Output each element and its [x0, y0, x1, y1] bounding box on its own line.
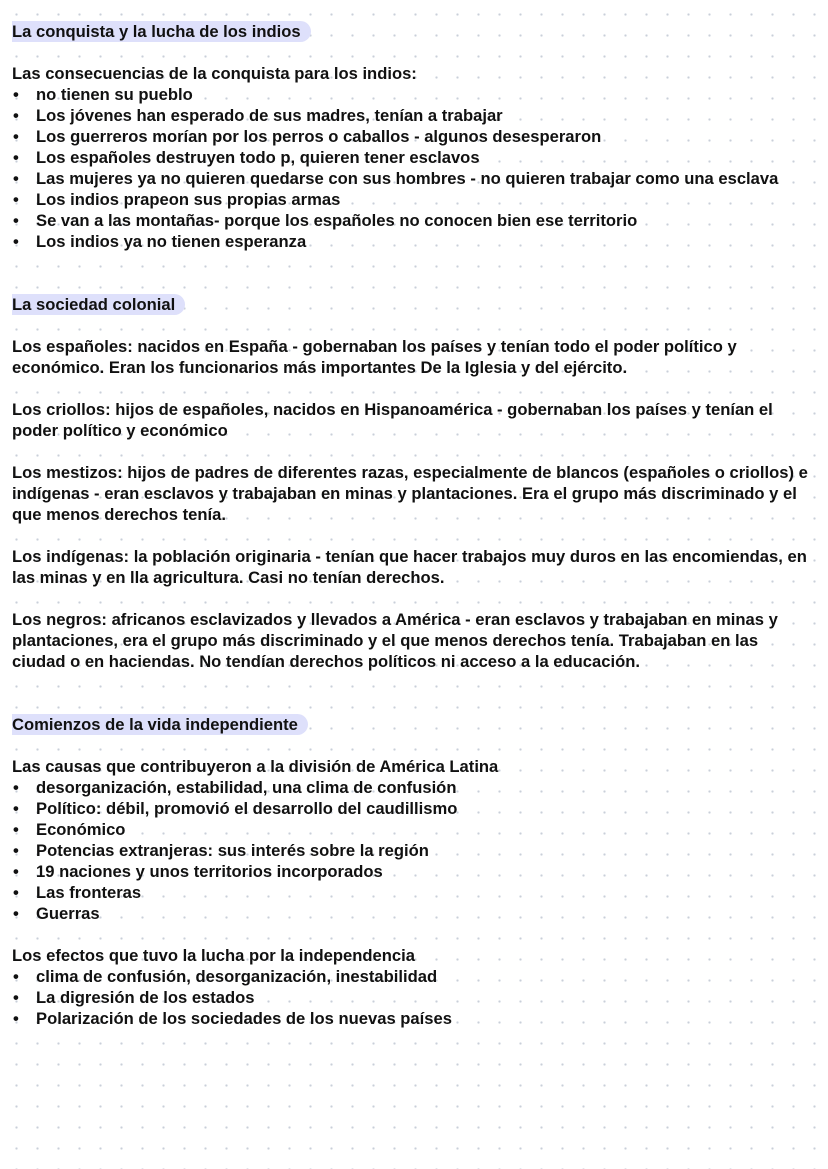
- paragraph-indigenas: Los indígenas: la población originaria - tenían que hacer trabajos muy duros en las encomiendas, en las minas y en lla agricultura. Casi no tenían derechos.: [12, 547, 807, 587]
- list-item: • clima de confusión, desorganización, inestabilidad: [12, 966, 812, 987]
- notes-page: [12, 21, 812, 1029]
- causes-list: [12, 777, 812, 924]
- list-item: • Los españoles destruyen todo p, quieren tener esclavos: [12, 147, 812, 168]
- section-heading-independiente: [12, 714, 812, 735]
- list-item: • 19 naciones y unos territorios incorporados: [12, 861, 812, 882]
- list-item: • desorganización, estabilidad, una clima de confusión: [12, 777, 812, 798]
- list-item: • Los indios prapeon sus propias armas: [12, 189, 812, 210]
- list-item: • no tienen su pueblo: [12, 84, 812, 105]
- section-heading-sociedad: [12, 294, 812, 315]
- effects-list: [12, 966, 812, 1029]
- causes-intro: Las causas que contribuyeron a la división de América Latina: [12, 757, 499, 776]
- section-intro: Las consecuencias de la conquista para los indios:: [12, 64, 417, 83]
- list-item: • Guerras: [12, 903, 812, 924]
- consequences-list: [12, 84, 812, 252]
- paragraph-mestizos: Los mestizos: hijos de padres de diferentes razas, especialmente de blancos (españoles o criollos) e indígenas - eran esclavos y trabajaban en minas y plantaciones. Era el grupo más discriminado y el que menos derechos tenía.: [12, 463, 808, 524]
- section-title: Comienzos de la vida independiente: [12, 714, 308, 735]
- section-heading-conquista: [12, 21, 812, 42]
- list-item: • Potencias extranjeras: sus interés sobre la región: [12, 840, 812, 861]
- list-item: • Los indios ya no tienen esperanza: [12, 231, 812, 252]
- list-item: • Polarización de los sociedades de los nuevas países: [12, 1008, 812, 1029]
- list-item: • Político: débil, promovió el desarrollo del caudillismo: [12, 798, 812, 819]
- paragraph-espanoles: Los españoles: nacidos en España - gobernaban los países y tenían todo el poder político y económico. Eran los funcionarios más importantes De la Iglesia y del ejército.: [12, 337, 737, 377]
- section-title: La sociedad colonial: [12, 294, 185, 315]
- list-item: • Los jóvenes han esperado de sus madres, tenían a trabajar: [12, 105, 812, 126]
- paragraph-negros: Los negros: africanos esclavizados y llevados a América - eran esclavos y trabajaban en minas y plantaciones, era el grupo más discriminado y el que menos derechos tenía. Trabajaban en las ciudad o en haciendas. No tendían derechos políticos ni acceso a la educación.: [12, 610, 778, 671]
- list-item: • Se van a las montañas- porque los españoles no conocen bien ese territorio: [12, 210, 812, 231]
- section-title: La conquista y la lucha de los indios: [12, 21, 311, 42]
- list-item: • Las mujeres ya no quieren quedarse con sus hombres - no quieren trabajar como una esclava: [12, 168, 812, 189]
- list-item: • Las fronteras: [12, 882, 812, 903]
- list-item: • Económico: [12, 819, 812, 840]
- effects-intro: Los efectos que tuvo la lucha por la independencia: [12, 946, 415, 965]
- paragraph-criollos: Los criollos: hijos de españoles, nacidos en Hispanoamérica - gobernaban los países y tenían el poder político y económico: [12, 400, 773, 440]
- list-item: • La digresión de los estados: [12, 987, 812, 1008]
- list-item: • Los guerreros morían por los perros o caballos - algunos desesperaron: [12, 126, 812, 147]
